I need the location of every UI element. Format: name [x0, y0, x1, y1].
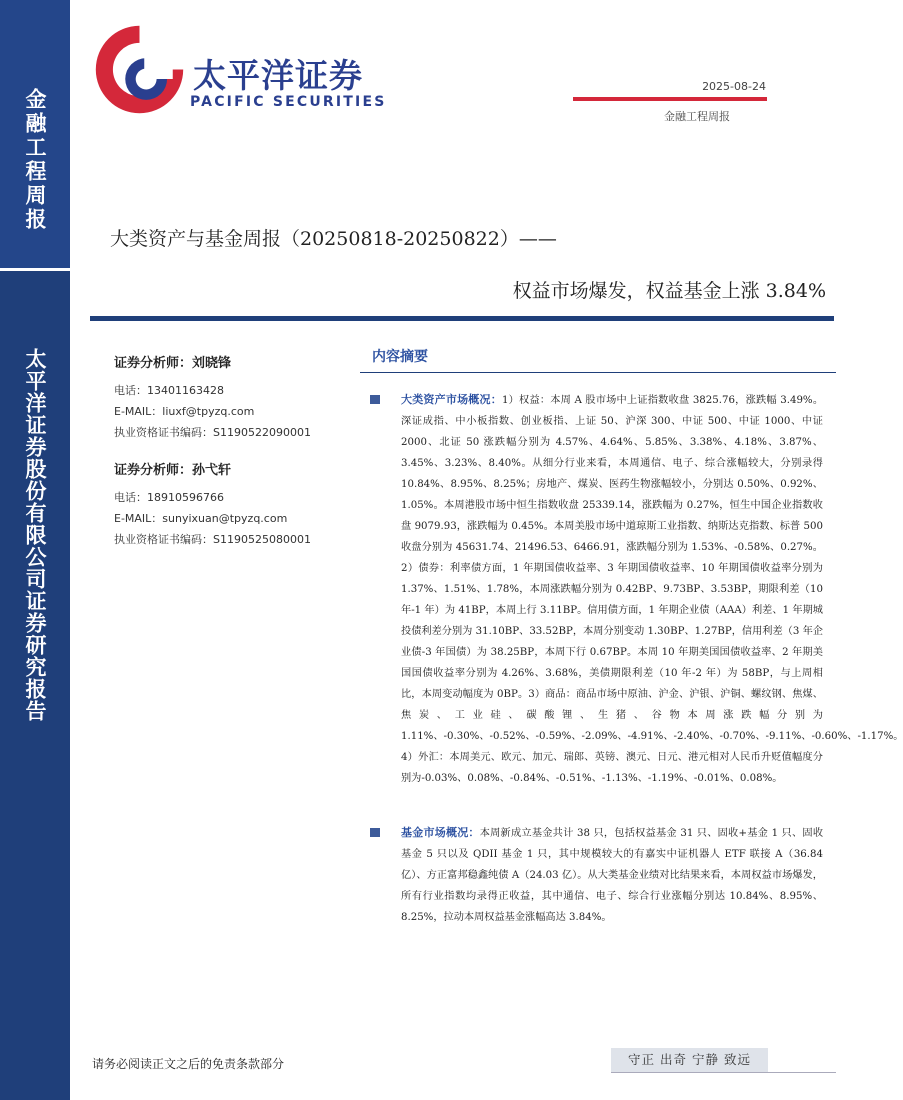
company-logo-icon — [92, 22, 187, 117]
left-sidebar — [0, 0, 70, 1100]
square-bullet-icon — [370, 828, 380, 837]
sidebar-company-label: 太平洋证券股份有限公司证券研究报告 — [23, 348, 47, 722]
footer-motto: 守正 出奇 宁静 致远 — [611, 1048, 768, 1072]
analyst-cert: 执业资格证书编码：S1190522090001 — [114, 426, 311, 439]
analyst-phone: 电话：13401163428 — [114, 384, 224, 397]
sidebar-report-category: 金融工程周报 — [23, 88, 47, 232]
summary-divider — [360, 372, 836, 373]
summary-paragraph — [401, 389, 903, 789]
section-body: 1）权益：本周 A 股市场中上证指数收盘 3825.76，涨跌幅 3.49%。深证成指、中小板指数、创业板指、上证 50、沪深 300、中证 500、中证 1000、中证 2000、北证 50 涨跌幅分别为 4.57%、4.64%、5.85%、3.38%、4.18%、3.87%、3.45%、3.23%、8.40%。从细分行业来看，本周通信、电子、综合涨幅较大，分别录得 10.84%、8.95%、8.25%；房地产、煤炭、医药生物涨幅较小，分别达 0.50%、0.92%、1.05%。本周港股市场中恒生指数收盘 25339.14，涨跌幅为 0.27%，恒生中国企业指数收盘 9079.93，涨跌幅为 0.45%。本周美股市场中道琼斯工业指数、纳斯达克指数、标普 500 收盘分别为 45631.74、21496.53、6466.91，涨跌幅分别为 1.53%、-0.58%、0.27%。2）债券：利率债方面，1 年期国债收益率、3 年期国债收益率、10 年期国债收益率分别为 1.37%、1.51%、1.78%，本周涨跌幅分别为 0.42BP、9.73BP、3.53BP，期限利差（10 年-1 年）为 41BP，本周上行 3.11BP。信用债方面，1 年期企业债（AAA）利差、1 年期城投债利差分别为 31.10BP、33.52BP，本周分别变动 1.30BP、1.27BP，信用利差（3 年企业债-3 年国债）为 38.25BP，本周下行 0.67BP。本周 10 年期美国国债收益率、2 年期美国国债收益率分别为 4.26%、3.68%，美债期限利差（10 年-2 年）为 58BP，与上周相比，本周变动幅度为 0BP。3）商品：商品市场中原油、沪金、沪银、沪铜、螺纹钢、焦煤、焦炭、工业硅、碳酸锂、生猪、谷物本周涨跌幅分别为 1.11%、-0.30%、-0.52%、-0.59%、-2.09%、-4.91%、-2.40%、-0.70%、-9.11%、-0.60%、-1.17%。4）外汇：本周美元、欧元、加元、瑞郎、英镑、澳元、日元、港元相对人民币升贬值幅度分别为-0.03%、0.08%、-0.84%、-0.51%、-1.13%、-1.19%、-0.01%、0.08%。 — [401, 395, 903, 784]
analyst-email[interactable]: E-MAIL：liuxf@tpyzq.com — [114, 405, 255, 418]
analyst-name: 证券分析师：孙弋轩 — [114, 463, 232, 478]
summary-paragraph — [401, 822, 823, 928]
report-title-line1: 大类资产与基金周报（20250818-20250822）—— — [110, 228, 557, 250]
footer-disclaimer: 请务必阅读正文之后的免责条款部分 — [92, 1057, 285, 1071]
brand-name-cn: 太平洋证券 — [193, 56, 363, 95]
report-type: 金融工程周报 — [664, 110, 730, 123]
analyst-card — [114, 459, 311, 550]
section-heading: 基金市场概况： — [401, 826, 480, 839]
sidebar-divider — [0, 268, 70, 271]
analyst-phone: 电话：18910596766 — [114, 491, 224, 504]
footer-rule — [611, 1072, 836, 1073]
report-date: 2025-08-24 — [702, 80, 766, 93]
analyst-card — [114, 352, 311, 443]
analyst-cert: 执业资格证书编码：S1190525080001 — [114, 533, 311, 546]
section-heading: 大类资产市场概况： — [401, 393, 502, 406]
report-title-line2: 权益市场爆发，权益基金上涨 3.84% — [512, 280, 826, 302]
summary-heading: 内容摘要 — [372, 349, 428, 365]
analyst-email[interactable]: E-MAIL：sunyixuan@tpyzq.com — [114, 512, 288, 525]
header-red-rule — [573, 97, 767, 101]
brand-name-en: PACIFIC SECURITIES — [190, 94, 387, 110]
square-bullet-icon — [370, 395, 380, 404]
title-divider — [90, 316, 834, 321]
analyst-name: 证券分析师：刘晓锋 — [114, 356, 232, 371]
section-body: 本周新成立基金共计 38 只，包括权益基金 31 只、固收+基金 1 只、固收基金 5 只以及 QDII 基金 1 只，其中规模较大的有嘉实中证机器人 ETF 联接 A（36.84 亿）、方正富邦稳鑫纯债 A（24.03 亿）。从大类基金业绩对比结果来看，本周权益市场爆发，所有行业指数均录得正收益，其中通信、电子、综合行业涨幅分别达 10.84%、8.95%、8.25%，拉动本周权益基金涨幅高达 3.84%。 — [401, 828, 824, 923]
